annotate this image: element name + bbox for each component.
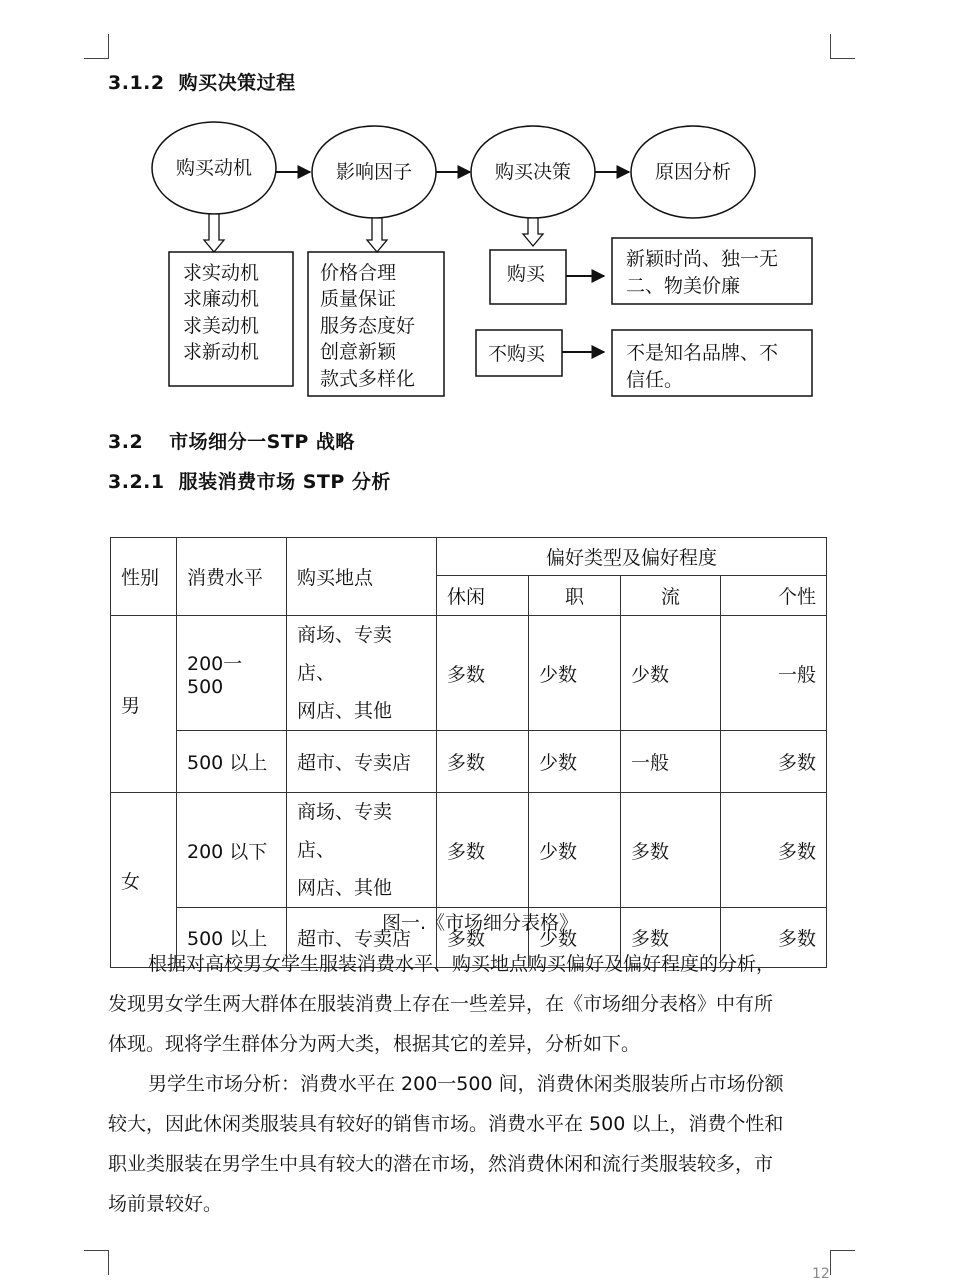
factor-item: 款式多样化 [320, 368, 416, 390]
value-cell: 少数 [529, 616, 621, 731]
table-row [111, 793, 827, 908]
motive-item: 求新动机 [183, 341, 260, 363]
section-heading-3-2-1: 3.2.1 服装消费市场 STP 分析 [108, 471, 391, 493]
buy-reason-line: 新颖时尚、独一无 [626, 248, 779, 270]
node-label-motive: 购买动机 [175, 157, 253, 179]
place-cell: 超市、专卖店 [287, 908, 437, 968]
hollow-down-arrow-factor [367, 218, 387, 252]
not-buy-label: 不购买 [488, 343, 546, 365]
factor-item: 服务态度好 [320, 315, 416, 337]
level-cell: 200 以下 [177, 793, 287, 908]
value-cell: 少数 [529, 731, 621, 793]
value-cell: 多数 [437, 616, 529, 731]
level-cell: 500 以上 [177, 731, 287, 793]
header-gender: 性别 [111, 538, 177, 616]
buy-reason-line: 二、物美价廉 [626, 275, 741, 297]
section-heading-3-2: 3.2 市场细分一STP 战略 [108, 431, 355, 453]
page-number: 12 [812, 1266, 830, 1282]
node-label-reason: 原因分析 [654, 161, 732, 183]
value-cell: 少数 [529, 793, 621, 908]
place-cell: 商场、专卖店、 网店、其他 [287, 616, 437, 731]
place-cell: 超市、专卖店 [287, 731, 437, 793]
hollow-down-arrow-decision [523, 218, 543, 246]
header-level: 消费水平 [177, 538, 287, 616]
value-cell: 多数 [721, 731, 827, 793]
not-buy-reason-line: 信任。 [626, 369, 684, 391]
gender-cell: 女 [111, 793, 177, 968]
section-heading-3-1-2: 3.1.2 购买决策过程 [108, 72, 296, 94]
motive-item: 求美动机 [183, 315, 260, 337]
value-cell: 多数 [437, 731, 529, 793]
value-cell: 多数 [721, 793, 827, 908]
buy-label: 购买 [507, 263, 546, 285]
header-place: 购买地点 [287, 538, 437, 616]
factor-item: 价格合理 [320, 262, 397, 284]
level-cell: 500 以上 [177, 908, 287, 968]
place-cell: 商场、专卖店、 网店、其他 [287, 793, 437, 908]
market-segmentation-table [110, 537, 827, 968]
motive-item: 求廉动机 [183, 288, 260, 310]
subheader-personality: 个性 [721, 576, 827, 616]
node-label-decision: 购买决策 [494, 161, 572, 183]
hollow-down-arrow-motive [204, 214, 224, 252]
purchase-decision-diagram [0, 0, 960, 420]
value-cell: 少数 [621, 616, 721, 731]
paragraph-intro: 根据对高校男女学生服装消费水平、购买地点购买偏好及偏好程度的分析， 发现男女学生两大群体在服装消费上存在一些差异，在《市场细分表格》中有所 体现。现将学生群体分为两大类，根据其它的差异，分析如下。 [108, 953, 776, 1055]
factor-item: 质量保证 [320, 288, 397, 310]
crop-mark-bottom-left [84, 1250, 109, 1275]
subheader-fashion: 流 [621, 576, 721, 616]
value-cell: 一般 [721, 616, 827, 731]
subheader-casual: 休闲 [437, 576, 529, 616]
value-cell: 一般 [621, 731, 721, 793]
value-cell: 少数 [529, 908, 621, 968]
not-buy-reason-line: 不是知名品牌、不 [626, 342, 779, 364]
value-cell: 多数 [621, 908, 721, 968]
table-row [111, 616, 827, 731]
table-header-row [111, 538, 827, 576]
paragraph-male-analysis: 男学生市场分析：消费水平在 200一500 间，消费休闲类服装所占市场份额 较大，因此休闲类服装具有较好的销售市场。消费水平在 500 以上，消费个性和 职业类服装在男学生中具有较大的潜在市场，然消费休闲和流行类服装较多，市 场前景较好。 [108, 1073, 784, 1215]
subheader-career: 职 [529, 576, 621, 616]
value-cell: 多数 [621, 793, 721, 908]
factor-item: 创意新颖 [320, 341, 397, 363]
header-preference: 偏好类型及偏好程度 [437, 538, 827, 576]
value-cell: 多数 [437, 908, 529, 968]
gender-cell: 男 [111, 616, 177, 793]
level-cell: 200一500 [177, 616, 287, 731]
crop-mark-bottom-right [830, 1250, 855, 1275]
table-row [111, 731, 827, 793]
node-label-factor: 影响因子 [335, 161, 413, 183]
value-cell: 多数 [721, 908, 827, 968]
table-caption: 图一.《市场细分表格》 [381, 912, 579, 934]
value-cell: 多数 [437, 793, 529, 908]
motive-item: 求实动机 [183, 262, 260, 284]
